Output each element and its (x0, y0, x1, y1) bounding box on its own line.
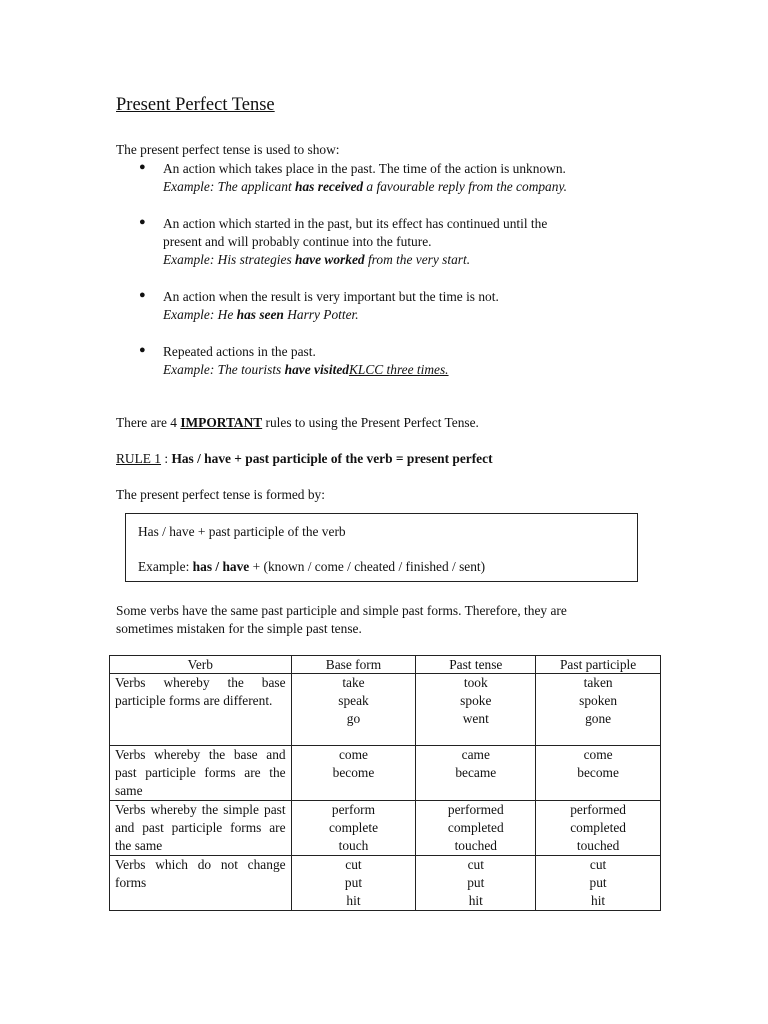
use-example: Example: He has seen Harry Potter. (163, 307, 359, 322)
use-description: Repeated actions in the past. (163, 344, 316, 359)
column-header: Past participle (536, 656, 661, 674)
verb-category: Verbs whereby the simple past and past participle forms are the same (110, 801, 292, 856)
base-form-cell: perform complete touch (291, 801, 416, 856)
use-example: Example: The tourists have visitedKLCC three times. (163, 362, 449, 377)
formula-box (125, 513, 638, 582)
table-header-row (110, 656, 661, 674)
use-example: Example: The applicant has received a favourable reply from the company. (163, 179, 567, 194)
use-description: An action which takes place in the past. The time of the action is unknown. (163, 161, 566, 176)
bullet-icon: ● (139, 161, 146, 173)
base-form-cell: come become (291, 746, 416, 801)
rule-label: RULE 1 (116, 451, 162, 466)
past-tense-cell: came became (416, 746, 536, 801)
rules-intro: There are 4 IMPORTANT rules to using the Present Perfect Tense. (116, 415, 479, 430)
table-row (110, 746, 661, 801)
past-tense-cell: cut put hit (416, 856, 536, 911)
rule-1: RULE 1 : Has / have + past participle of the verb = present perfect (116, 451, 493, 466)
list-item (163, 288, 499, 324)
verb-category: Verbs whereby the base and past participle forms are the same (110, 746, 292, 801)
bullet-icon: ● (139, 216, 146, 228)
base-form-cell: cut put hit (291, 856, 416, 911)
past-participle-cell: performed completed touched (536, 801, 661, 856)
page-title: Present Perfect Tense (116, 95, 275, 115)
list-item (163, 343, 449, 379)
past-tense-cell: took spoke went (416, 674, 536, 746)
past-participle-cell: cut put hit (536, 856, 661, 911)
list-item (163, 160, 567, 196)
use-description: An action which started in the past, but its effect has continued until the (163, 216, 548, 231)
use-example: Example: His strategies have worked from the very start. (163, 252, 471, 267)
intro-text: The present perfect tense is used to show: (116, 142, 340, 157)
use-description: An action when the result is very important but the time is not. (163, 289, 499, 304)
past-participle-cell: taken spoken gone (536, 674, 661, 746)
verb-forms-table (109, 655, 661, 911)
bullet-icon: ● (139, 344, 146, 356)
bullet-icon: ● (139, 289, 146, 301)
list-item (163, 215, 547, 269)
table-row (110, 856, 661, 911)
column-header: Verb (110, 656, 292, 674)
formed-by-text: The present perfect tense is formed by: (116, 487, 325, 502)
important-emphasis: IMPORTANT (180, 415, 263, 430)
past-tense-cell: performed completed touched (416, 801, 536, 856)
verb-category: Verbs which do not change forms (110, 856, 292, 911)
table-row (110, 801, 661, 856)
verb-category: Verbs whereby the base participle forms are different. (110, 674, 292, 746)
note-line-2: sometimes mistaken for the simple past tense. (116, 621, 362, 636)
column-header: Base form (291, 656, 416, 674)
formula-line: Has / have + past participle of the verb (138, 524, 346, 539)
past-participle-cell: come become (536, 746, 661, 801)
formula-example: Example: has / have + (known / come / cheated / finished / sent) (138, 559, 486, 574)
column-header: Past tense (416, 656, 536, 674)
base-form-cell: take speak go (291, 674, 416, 746)
table-row (110, 674, 661, 746)
note-line-1: Some verbs have the same past participle and simple past forms. Therefore, they are (116, 603, 567, 618)
rule-text: Has / have + past participle of the verb = present perfect (171, 451, 493, 466)
use-description-cont: present and will probably continue into the future. (163, 234, 432, 249)
